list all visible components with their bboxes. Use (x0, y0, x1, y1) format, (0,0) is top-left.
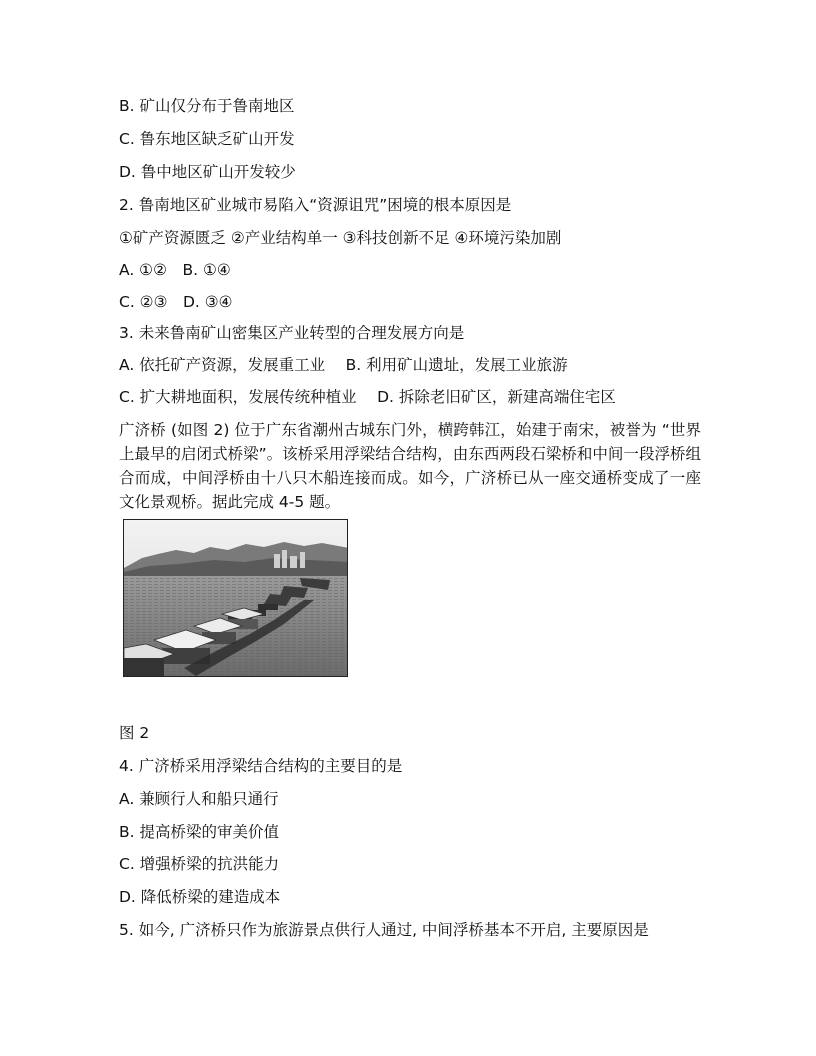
q4-option-a: A. 兼顾行人和船只通行 (119, 790, 279, 808)
figure-caption: 图 2 (119, 724, 150, 742)
q2-stem: 2. 鲁南地区矿业城市易陷入“资源诅咒”困境的根本原因是 (119, 196, 512, 214)
q3-options-row2: C. 扩大耕地面积，发展传统种植业 D. 拆除老旧矿区，新建高端住宅区 (119, 388, 616, 406)
bridge-photo (123, 519, 348, 677)
q1-option-c: C. 鲁东地区缺乏矿山开发 (119, 130, 295, 148)
q4-option-d: D. 降低桥梁的建造成本 (119, 888, 281, 906)
q2-options-row1: A. ①② B. ①④ (119, 261, 231, 279)
q4-option-c: C. 增强桥梁的抗洪能力 (119, 855, 280, 873)
passage-paragraph: 广济桥 (如图 2) 位于广东省潮州古城东门外，横跨韩江，始建于南宋，被誉为 “世界上最早的启闭式桥梁”。该桥采用浮梁结合结构，由东西两段石梁桥和中间一段浮桥组合而成，中间浮桥由十八只木船连接而成。如今，广济桥已从一座交通桥变成了一座文化景观桥。据此完成 4-5 题。 (119, 421, 701, 511)
q4-option-b: B. 提高桥梁的审美价值 (119, 823, 279, 841)
q4-stem: 4. 广济桥采用浮梁结合结构的主要目的是 (119, 757, 403, 775)
q2-items: ①矿产资源匮乏 ②产业结构单一 ③科技创新不足 ④环境污染加剧 (119, 229, 562, 247)
q3-options-row1: A. 依托矿产资源，发展重工业 B. 利用矿山遗址，发展工业旅游 (119, 356, 568, 374)
q5-stem: 5. 如今, 广济桥只作为旅游景点供行人通过, 中间浮桥基本不开启, 主要原因是 (119, 921, 649, 939)
q2-options-row2: C. ②③ D. ③④ (119, 293, 233, 311)
q3-stem: 3. 未来鲁南矿山密集区产业转型的合理发展方向是 (119, 324, 465, 342)
q1-option-b: B. 矿山仅分布于鲁南地区 (119, 97, 295, 115)
q1-option-d: D. 鲁中地区矿山开发较少 (119, 163, 296, 181)
